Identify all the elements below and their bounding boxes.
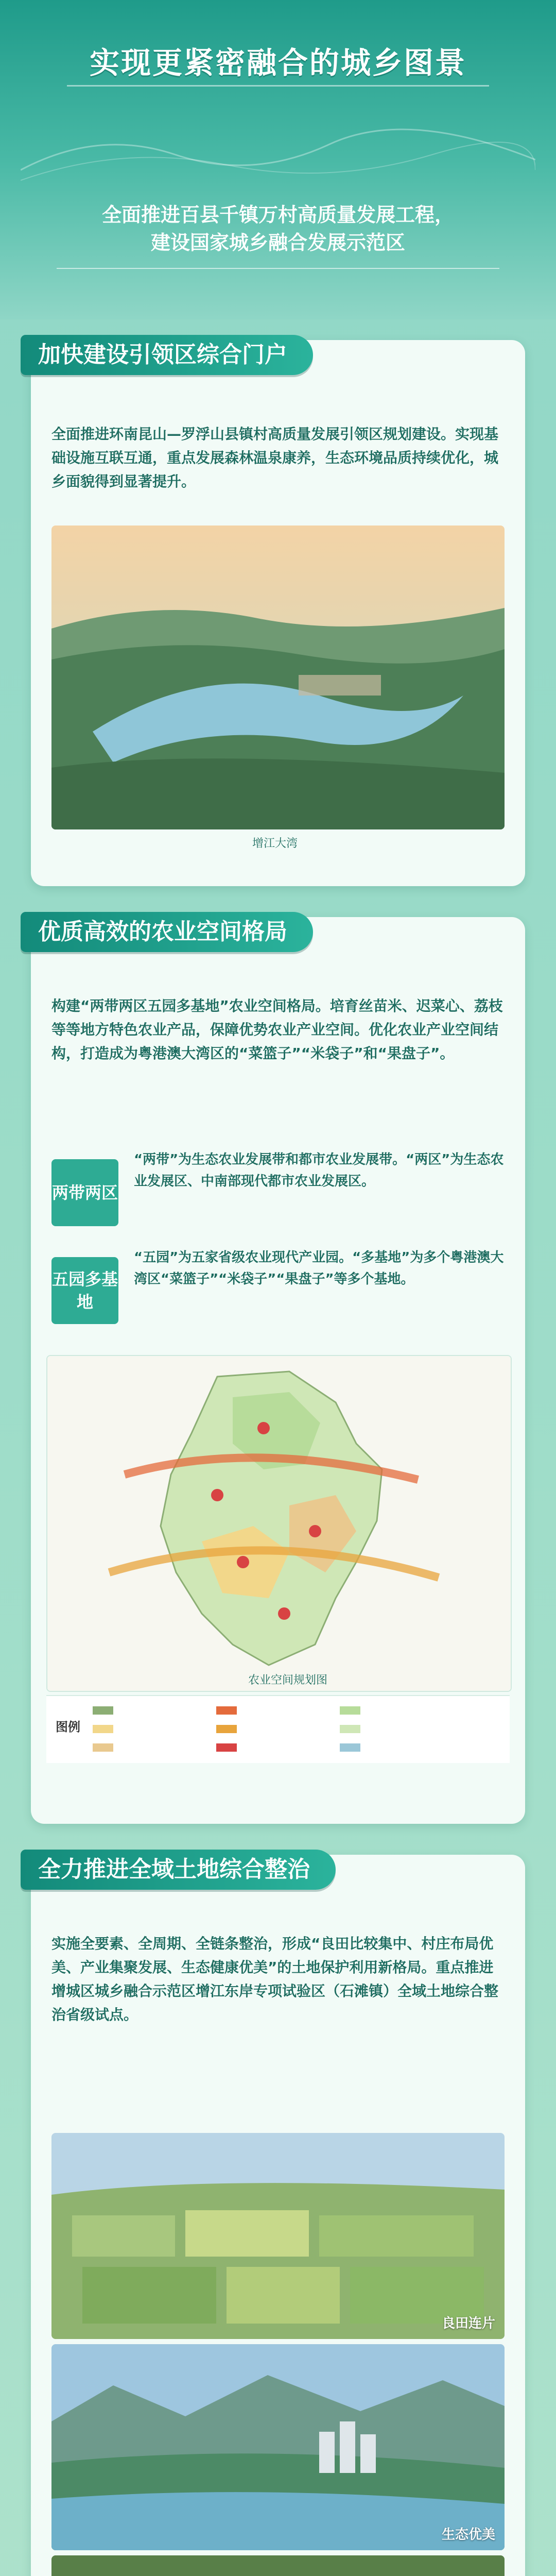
page-subtitle bbox=[67, 201, 489, 257]
village-photo bbox=[51, 2555, 505, 2576]
section-title: 全力推进全域土地综合整治 bbox=[21, 1850, 336, 1890]
river-bend-photo bbox=[51, 526, 505, 829]
section-title: 优质高效的农业空间格局 bbox=[21, 912, 313, 952]
section-gateway bbox=[31, 340, 525, 886]
photo-caption: 增江大湾 bbox=[252, 837, 298, 850]
five-parks-text: “五园”为五家省级农业现代产业园。“多基地”为多个粤港澳大湾区“菜篮子”“米袋子”“果盘子”等多个基地。 bbox=[134, 1250, 504, 1287]
subtitle-line-2: 建设国家城乡融合发展示范区 bbox=[150, 231, 405, 254]
subtitle-underline bbox=[57, 268, 499, 269]
photo-badge: 生态优美 bbox=[441, 2527, 495, 2543]
two-belts-two-zones-box: 两带两区 bbox=[51, 1159, 118, 1226]
agri-space-map bbox=[46, 1355, 512, 1692]
page-title: 实现更紧密融合的城乡图景 bbox=[89, 45, 466, 80]
five-parks-box: 五园多基地 bbox=[51, 1257, 118, 1324]
farmland-photo bbox=[51, 2133, 505, 2339]
map-legend bbox=[46, 1695, 510, 1763]
legend-title: 图例 bbox=[56, 1720, 80, 1734]
section-title: 加快建设引领区综合门户 bbox=[21, 335, 313, 375]
photo-badge: 良田连片 bbox=[441, 2316, 495, 2331]
section-land-consolidation bbox=[31, 1855, 525, 2576]
ecology-photo bbox=[51, 2344, 505, 2550]
hero-decoration bbox=[21, 108, 535, 185]
subtitle-line-1: 全面推进百县千镇万村高质量发展工程， bbox=[101, 204, 454, 226]
section-agriculture bbox=[31, 917, 525, 1824]
map-caption: 农业空间规划图 bbox=[248, 1674, 328, 1687]
hero-header bbox=[0, 0, 556, 319]
two-belts-two-zones-text: “两带”为生态农业发展带和都市农业发展带。“两区”为生态农业发展区、中南部现代都市农业发展区。 bbox=[134, 1152, 504, 1189]
section-text: 实施全要素、全周期、全链条整治，形成“良田比较集中、村庄布局优美、产业集聚发展、生态健康优美”的土地保护利用新格局。重点推进增城区城乡融合示范区增江东岸专项试验区（石滩镇）全域土地综合整治省级试点。 bbox=[51, 1935, 499, 2023]
title-underline bbox=[67, 85, 489, 87]
section-text: 构建“两带两区五园多基地”农业空间格局。培育丝苗米、迟菜心、荔枝等等地方特色农业产品，保障优势农业产业空间。优化农业产业空间结构，打造成为粤港澳大湾区的“菜篮子”“米袋子”和“果盘子”。 bbox=[51, 997, 503, 1062]
section-text: 全面推进环南昆山—罗浮山县镇村高质量发展引领区规划建设。实现基础设施互联互通，重点发展森林温泉康养，生态环境品质持续优化，城乡面貌得到显著提升。 bbox=[51, 426, 499, 490]
